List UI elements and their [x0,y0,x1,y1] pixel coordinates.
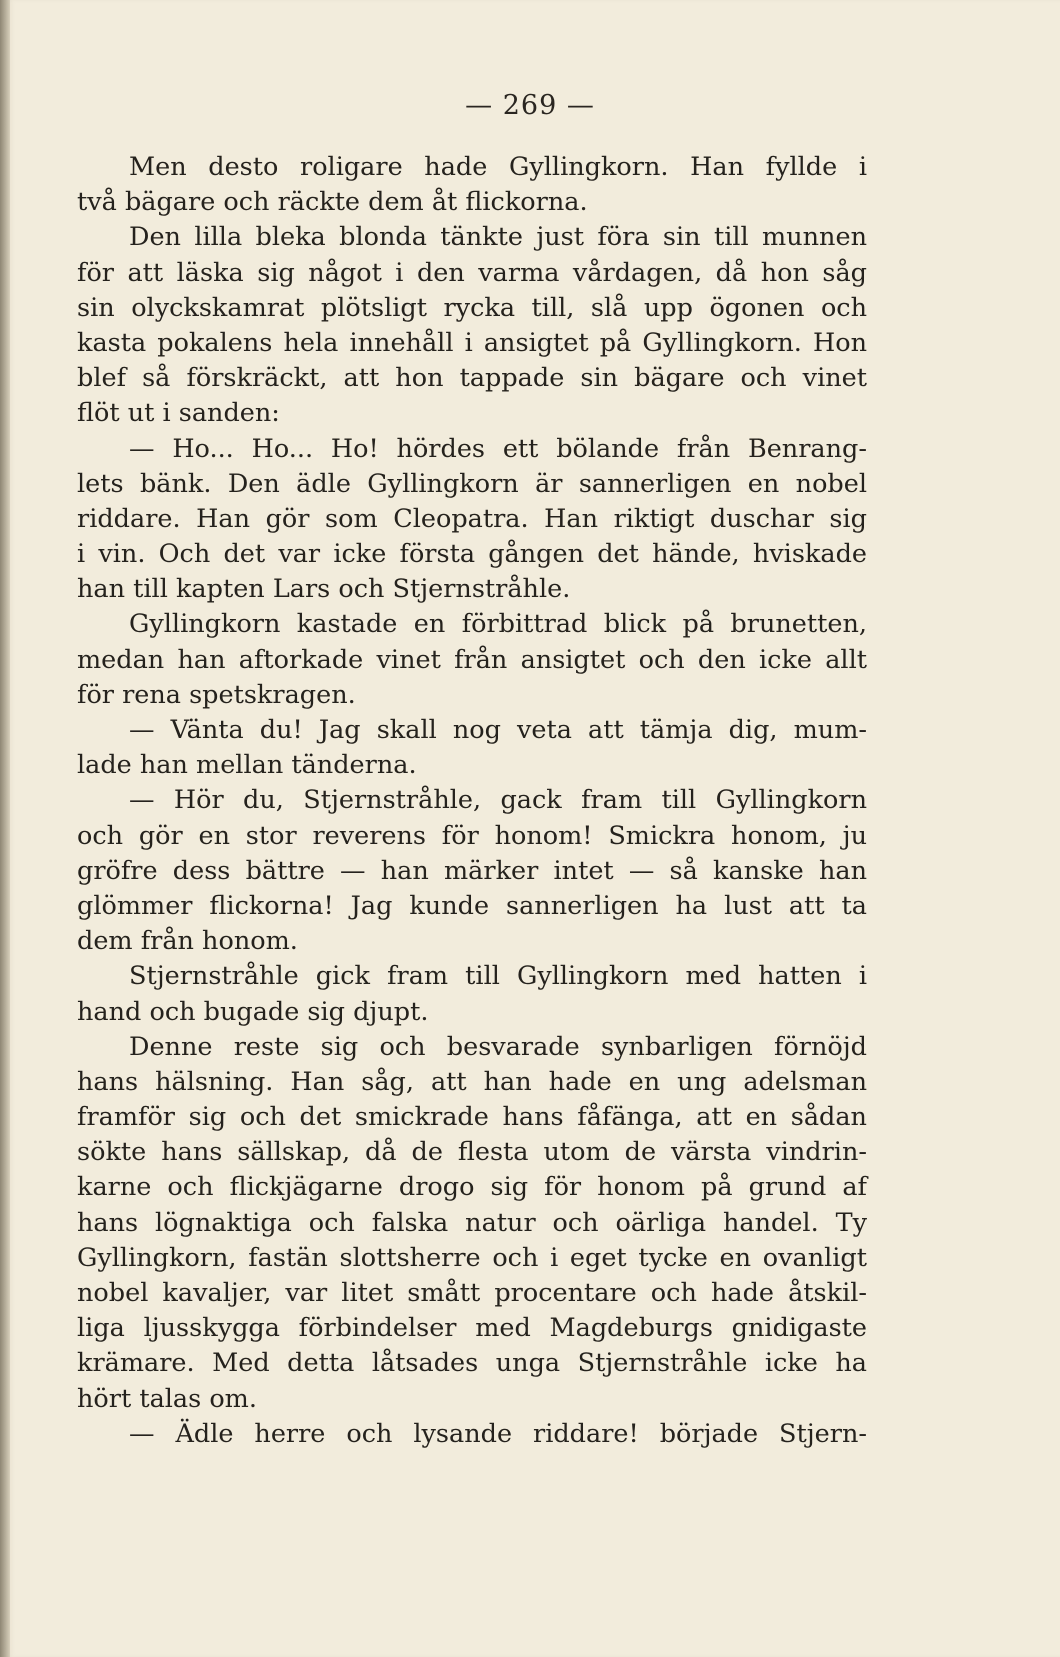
text-line: medan han aftorkade vinet från ansigtet och den icke allt [77,644,867,675]
text-line: Den lilla bleka blonda tänkte just föra sin till munnen [129,222,867,253]
page-spine-edge [0,0,10,1657]
text-line: för att läska sig något i den varma vårdagen, då hon såg [77,257,867,288]
text-line: Denne reste sig och besvarade synbarligen förnöjd [129,1031,867,1062]
text-line: krämare. Med detta låtsades unga Stjernstråhle icke ha [77,1348,867,1379]
text-line: riddare. Han gör som Cleopatra. Han riktigt duschar sig [77,503,867,534]
text-line: hans lögnaktiga och falska natur och oärliga handel. Ty [77,1207,867,1238]
text-line: sökte hans sällskap, då de flesta utom de värsta vindrin- [77,1137,867,1168]
text-line: Men desto roligare hade Gyllingkorn. Han fyllde i [129,152,867,182]
text-line: kasta pokalens hela innehåll i ansigtet på Gyllingkorn. Hon [77,327,867,358]
text-line: — Ho... Ho... Ho! hördes ett bölande från Benrang- [129,433,867,464]
text-line: i vin. Och det var icke första gången det hände, hviskade [77,539,867,570]
text-line: gröfre dess bättre — han märker intet — så kanske han [77,855,867,886]
page-number: — 269 — [465,90,595,121]
text-line: och gör en stor reverens för honom! Smickra honom, ju [77,820,867,851]
text-line: nobel kavaljer, var litet smått procentare och hade åtskil- [77,1278,867,1308]
text-line: för rena spetskragen. [77,679,356,710]
text-line: han till kapten Lars och Stjernstråhle. [77,574,571,605]
text-line: hand och bugade sig djupt. [77,996,429,1027]
text-line: hans hälsning. Han såg, att han hade en ung adelsman [77,1066,867,1097]
text-line: Gyllingkorn, fastän slottsherre och i eget tycke en ovanligt [77,1242,867,1273]
text-line: framför sig och det smickrade hans fåfänga, att en sådan [77,1102,867,1133]
text-line: liga ljusskygga förbindelser med Magdeburgs gnidigaste [77,1313,867,1344]
text-line: flöt ut i sanden: [77,398,280,429]
text-line: karne och flickjägarne drogo sig för honom på grund af [77,1172,867,1203]
text-line: två bägare och räckte dem åt flickorna. [77,187,588,218]
text-line: — Hör du, Stjernstråhle, gack fram till Gyllingkorn [129,785,867,816]
text-line: Stjernstråhle gick fram till Gyllingkorn med hatten i [129,961,867,992]
text-line: lade han mellan tänderna. [77,750,417,781]
text-line: dem från honom. [77,926,298,957]
text-line: Gyllingkorn kastade en förbittrad blick på brunetten, [129,609,867,640]
text-line: blef så förskräckt, att hon tappade sin bägare och vinet [77,363,867,394]
text-line: glömmer flickorna! Jag kunde sannerligen ha lust att ta [77,890,867,921]
body-text [77,150,867,1452]
text-line: sin olyckskamrat plötsligt rycka till, slå upp ögonen och [77,292,867,323]
text-line: — Ädle herre och lysande riddare! började Stjern- [129,1418,867,1449]
text-line: hört talas om. [77,1383,257,1414]
text-line: — Vänta du! Jag skall nog veta att tämja dig, mum- [129,715,867,745]
text-line: lets bänk. Den ädle Gyllingkorn är sannerligen en nobel [77,468,867,499]
